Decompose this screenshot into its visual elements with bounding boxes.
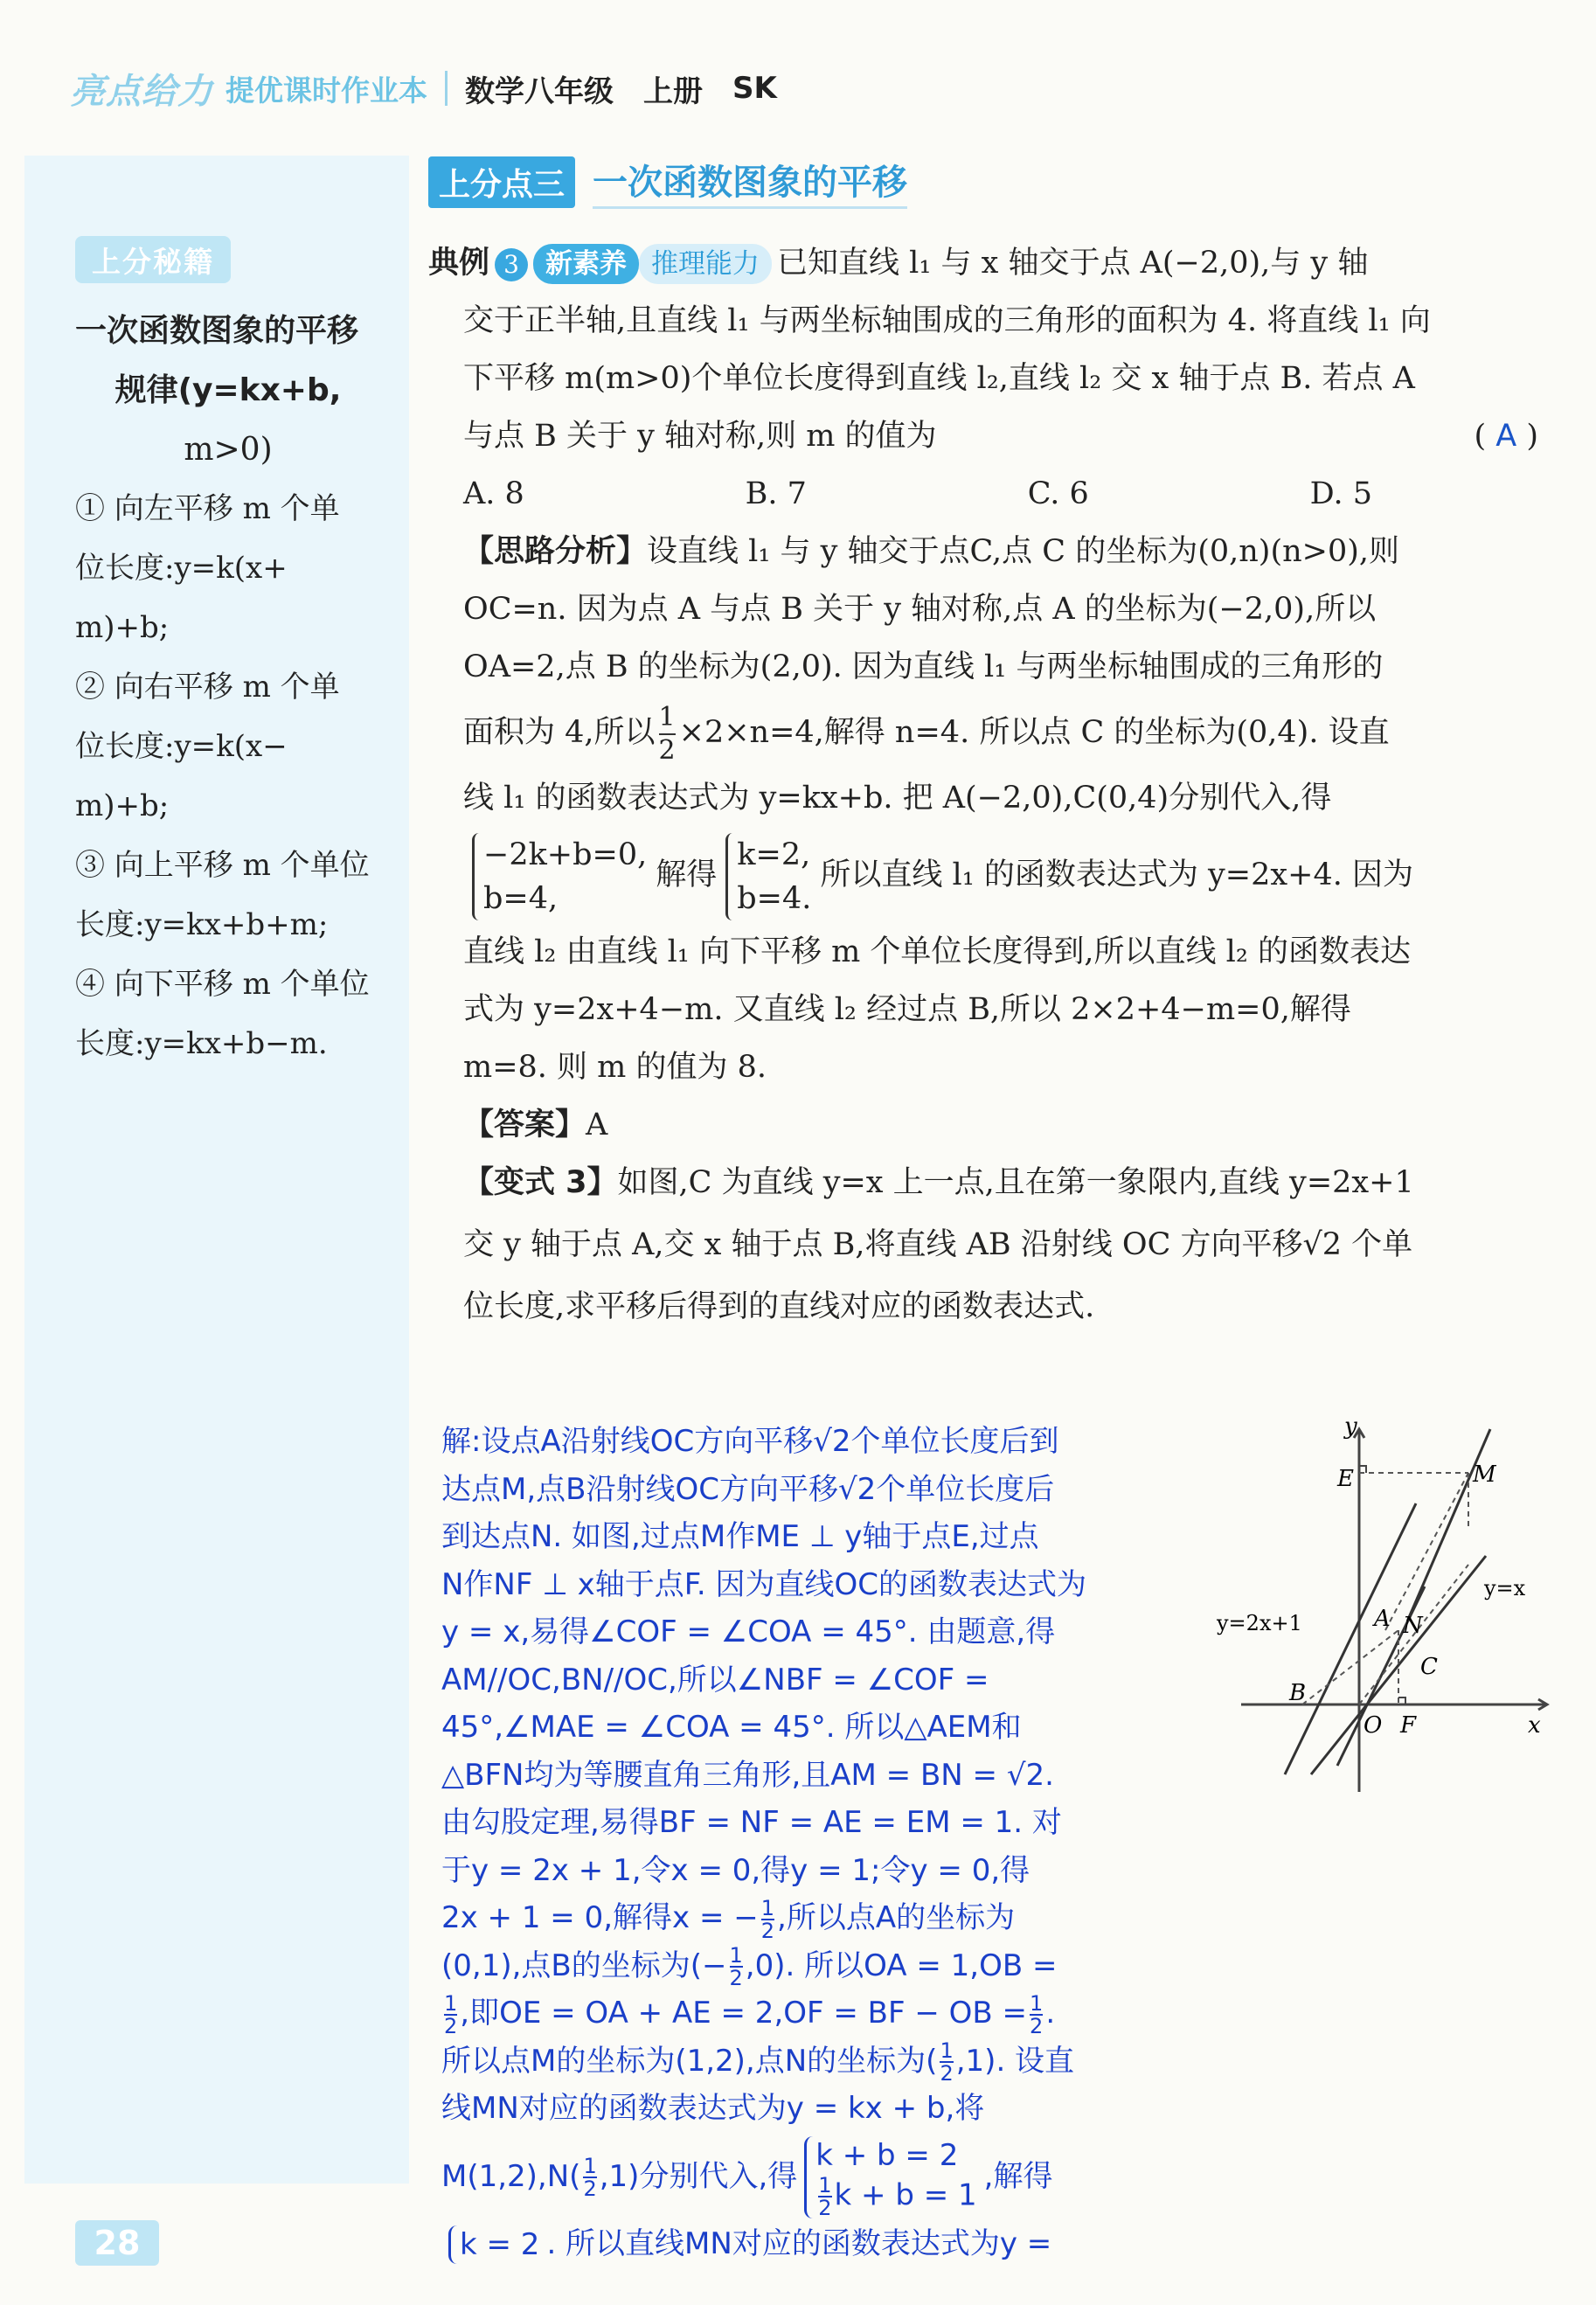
solution-text: ,所以点A的坐标为	[777, 1900, 1016, 1935]
solution-text: M(1,2),N(	[441, 2158, 581, 2194]
equation-system	[472, 833, 647, 920]
equation: k = 2	[460, 2227, 540, 2262]
analysis-text: 面积为 4,所以	[463, 715, 656, 750]
label-f: F	[1400, 1712, 1417, 1739]
rule-line: 长度:y=kx+b−m.	[75, 1026, 328, 1061]
analysis-line: m=8. 则 m 的值为 8.	[463, 1050, 767, 1085]
equation: b=4.	[737, 880, 812, 916]
equation: k + b = 2	[815, 2138, 959, 2173]
line-ab	[1285, 1503, 1416, 1774]
fraction-half	[1030, 1990, 1044, 2038]
brand-logo: 亮点给力	[70, 71, 213, 112]
option-c: C. 6	[1027, 476, 1089, 511]
answer-label: 【答案】	[463, 1107, 586, 1142]
sidebar-badge: 上分秘籍	[75, 236, 231, 283]
solution-line: 达点M,点B沿射线OC方向平移√2个单位长度后	[441, 1471, 1055, 1507]
equation-system	[725, 833, 811, 920]
line-mn-upper	[1407, 1429, 1490, 1621]
example-text: 下平移 m(m>0)个单位长度得到直线 l₂,直线 l₂ 交 x 轴于点 B. 若点 A	[463, 361, 1415, 396]
option-a: A. 8	[463, 476, 524, 511]
solution-text: 所以点M的坐标为(1,2),点N的坐标为(	[441, 2043, 938, 2079]
fraction-half	[940, 2040, 953, 2084]
sidebar-title-line2: 规律(y=kx+b,	[114, 372, 342, 408]
solution-block	[441, 1418, 1193, 2267]
label-n: N	[1403, 1613, 1423, 1639]
fraction-half	[818, 2175, 831, 2218]
analysis-line: 线 l₁ 的函数表达式为 y=kx+b. 把 A(−2,0),C(0,4)分别代入,得	[463, 781, 1332, 816]
solution-line: 于y = 2x + 1,令x = 0,得y = 1;令y = 0,得	[441, 1852, 1030, 1888]
option-d: D. 5	[1309, 476, 1372, 511]
solution-line: y = x,易得∠COF = ∠COA = 45°. 由题意,得	[441, 1614, 1056, 1649]
fraction-half	[760, 1895, 775, 1943]
fraction-half	[444, 1990, 458, 2038]
solution-line: 解:设点A沿射线OC方向平移√2个单位长度后到	[441, 1424, 1059, 1459]
rule-line: m)+b;	[75, 610, 170, 645]
variant-line: 交 y 轴于点 A,交 x 轴于点 B,将直线 AB 沿射线 OC 方向平移√2 个单	[463, 1227, 1413, 1262]
analysis-text: 解得	[656, 857, 718, 892]
variant-label: 【变式 3】	[463, 1165, 618, 1200]
equation-text: k + b = 1	[834, 2177, 977, 2213]
analysis-text: 设直线 l₁ 与 y 轴交于点C,点 C 的坐标为(0,n)(n>0),则	[647, 534, 1400, 569]
solution-text: (0,1),点B的坐标为(−	[441, 1947, 727, 1983]
analysis-line: 直线 l₂ 由直线 l₁ 向下平移 m 个单位长度得到,所以直线 l₂ 的函数表达	[463, 934, 1411, 969]
sidebar-rules	[75, 479, 399, 1073]
label-m: M	[1473, 1461, 1496, 1488]
solution-line	[441, 2133, 1193, 2220]
analysis-line: OC=n. 因为点 A 与点 B 关于 y 轴对称,点 A 的坐标为(−2,0),所以	[463, 592, 1377, 627]
fraction-denominator: 2	[583, 2177, 597, 2201]
solution-line: 线MN对应的函数表达式为y = kx + b,将	[441, 2091, 985, 2126]
equation: b=4,	[483, 880, 559, 916]
variant-line: 位长度,求平移后得到的直线对应的函数表达式.	[463, 1289, 1095, 1324]
label-line-yx: y=x	[1484, 1576, 1526, 1600]
section-title: 一次函数图象的平移	[593, 155, 907, 209]
solution-text: . 所以直线MN对应的函数表达式为y =	[546, 2225, 1052, 2261]
solution-line: 到达点N. 如图,过点M作ME ⊥ y轴于点E,过点	[441, 1519, 1039, 1554]
analysis-line: 式为 y=2x+4−m. 又直线 l₂ 经过点 B,所以 2×2+4−m=0,解得	[463, 992, 1351, 1027]
sidebar-title	[75, 302, 407, 480]
example-number: 3	[495, 248, 528, 281]
fraction-numerator: 1	[659, 702, 676, 735]
analysis-line	[463, 696, 1538, 769]
section-heading	[428, 157, 907, 206]
solution-line: 45°,∠MAE = ∠COA = 45°. 所以△AEM和	[441, 1710, 1022, 1745]
fraction-numerator: 1	[729, 1943, 743, 1968]
analysis-text: 所以直线 l₁ 的函数表达式为 y=2x+4. 因为	[820, 857, 1413, 892]
rule-line: 位长度:y=k(x−	[75, 729, 288, 764]
x-axis-label: x	[1528, 1712, 1541, 1739]
solution-text: ,1)分别代入,得	[599, 2158, 798, 2194]
solution-text: 2x + 1 = 0,解得x = −	[441, 1900, 759, 1935]
volume: 上册	[643, 73, 703, 109]
options-row	[463, 465, 1372, 523]
fraction-denominator: 2	[940, 2061, 954, 2086]
rule-line: 长度:y=kx+b+m;	[75, 907, 329, 942]
tag-new-literacy: 新素养	[533, 244, 639, 284]
y-axis-label: y	[1344, 1413, 1357, 1440]
solution-line	[441, 2038, 1193, 2086]
sidebar-title-line3: m>0)	[184, 432, 273, 468]
sidebar-title-line1: 一次函数图象的平移	[75, 313, 359, 349]
example-label: 典例	[428, 246, 490, 281]
analysis-text: ×2×n=4,解得 n=4. 所以点 C 的坐标为(0,4). 设直	[678, 715, 1390, 750]
solution-line: △BFN均为等腰直角三角形,且AM = BN = √2.	[441, 1757, 1054, 1793]
rule-line: ④ 向下平移 m 个单位	[75, 967, 370, 1002]
example-text: 已知直线 l₁ 与 x 轴交于点 A(−2,0),与 y 轴	[777, 246, 1369, 281]
rule-line: ② 向右平移 m 个单	[75, 670, 340, 705]
rule-line: 位长度:y=k(x+	[75, 551, 288, 586]
book-series: 提优课时作业本	[226, 73, 427, 108]
equation: k=2,	[737, 837, 811, 872]
fraction-numerator: 1	[583, 2154, 597, 2178]
option-b: B. 7	[745, 476, 807, 511]
fraction-half	[730, 1945, 743, 1989]
example-text: 交于正半轴,且直线 l₁ 与两坐标轴围成的三角形的面积为 4. 将直线 l₁ 向	[463, 303, 1431, 338]
figure-svg	[1206, 1407, 1556, 1792]
analysis-label: 【思路分析】	[463, 534, 648, 569]
fraction-numerator: 1	[760, 1895, 775, 1920]
tag-reasoning: 推理能力	[639, 244, 772, 284]
fraction-denominator: 2	[729, 1966, 743, 1990]
solution-line	[441, 2220, 1193, 2268]
equation-system	[448, 2225, 539, 2264]
label-line-2x1: y=2x+1	[1217, 1611, 1302, 1635]
example-first-line	[428, 234, 1538, 292]
solution-line: 由勾股定理,易得BF = NF = AE = EM = 1. 对	[441, 1805, 1062, 1840]
handwritten-answer: A	[1495, 419, 1517, 454]
equation	[815, 2175, 976, 2218]
fraction-denominator: 2	[1030, 2013, 1044, 2038]
rule-line: ① 向左平移 m 个单	[75, 491, 340, 526]
rule-line: ③ 向上平移 m 个单位	[75, 848, 370, 883]
label-c: C	[1420, 1654, 1438, 1680]
fraction-numerator: 1	[444, 1990, 458, 2016]
label-a: A	[1374, 1606, 1391, 1632]
equation: −2k+b=0,	[483, 837, 648, 872]
solution-line	[441, 1942, 1193, 1990]
label-e: E	[1337, 1466, 1354, 1492]
solution-text: ,0). 所以OA = 1,OB =	[745, 1947, 1058, 1983]
solution-text: ,解得	[983, 2158, 1053, 2194]
analysis-line: OA=2,点 B 的坐标为(2,0). 因为直线 l₁ 与两坐标轴围成的三角形的	[463, 649, 1384, 684]
fraction-half	[583, 2156, 596, 2199]
fraction-numerator: 1	[1030, 1990, 1044, 2016]
answer-line	[463, 1096, 1538, 1154]
fraction-denominator: 2	[760, 1918, 775, 1943]
solution-line: AM//OC,BN//OC,所以∠NBF = ∠COF =	[441, 1662, 989, 1698]
fraction-denominator: 2	[444, 2013, 458, 2038]
solution-line: $\frac{1}{2}$ ,即OE = OA + AE = 2,OF = BF − OB = $\frac{1}{2}$ .	[444, 1990, 1056, 2038]
example-question: 与点 B 关于 y 轴对称,则 m 的值为	[463, 419, 937, 454]
solution-text: ,即OE = OA + AE = 2,OF = BF − OB =	[460, 1996, 1028, 2031]
section-tag: 上分点三	[428, 156, 575, 208]
answer-value: A	[586, 1107, 608, 1142]
fraction-denominator: 2	[818, 2196, 832, 2220]
solution-line	[441, 1894, 1193, 1942]
page-header	[70, 58, 807, 119]
analysis-system-line	[463, 827, 1538, 923]
label-o: O	[1364, 1712, 1383, 1739]
coordinate-figure	[1206, 1407, 1556, 1795]
answer-bracket: ( A )	[1474, 419, 1538, 454]
example-text-last	[463, 407, 1538, 465]
solution-line: N作NF ⊥ x轴于点F. 因为直线OC的函数表达式为	[441, 1566, 1086, 1602]
subject-grade: 数学八年级	[465, 73, 614, 109]
edition: SK	[732, 71, 777, 106]
equation-system	[804, 2136, 976, 2218]
solution-text: ,1). 设直	[955, 2043, 1075, 2079]
fraction-numerator: 1	[940, 2038, 954, 2063]
fraction-half	[659, 702, 676, 767]
label-b: B	[1289, 1680, 1307, 1706]
fraction-denominator: 2	[658, 734, 676, 766]
fraction-numerator: 1	[818, 2173, 832, 2197]
dashed-am	[1385, 1473, 1468, 1630]
header-divider	[445, 71, 448, 106]
page-number: 28	[75, 2220, 159, 2266]
rule-line: m)+b;	[75, 788, 170, 823]
main-content	[428, 234, 1538, 1336]
variant-text: 如图,C 为直线 y=x 上一点,且在第一象限内,直线 y=2x+1	[617, 1165, 1414, 1200]
variant-line	[463, 1154, 1538, 1212]
analysis-line	[463, 523, 1538, 580]
